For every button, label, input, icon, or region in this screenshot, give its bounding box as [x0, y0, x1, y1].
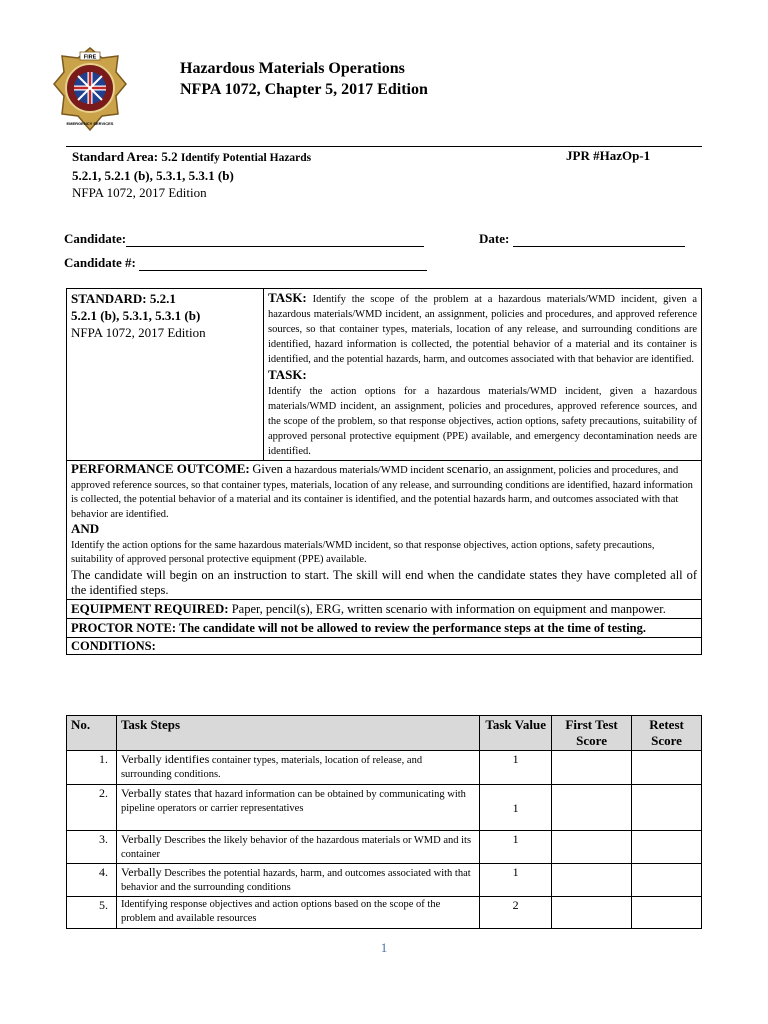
performance-text-3: The candidate will begin on an instruction to start. The skill will end when the candidate states they have completed all of the identified steps.	[71, 567, 697, 597]
date-row	[479, 231, 685, 247]
standard-box-edition: NFPA 1072, 2017 Edition	[71, 325, 206, 340]
title-line-2: NFPA 1072, Chapter 5, 2017 Edition	[180, 81, 428, 98]
conditions-label: CONDITIONS:	[67, 637, 702, 654]
candidate-label: Candidate:	[64, 231, 127, 246]
candidate-number-row	[64, 255, 427, 271]
title-line-1: Hazardous Materials Operations	[180, 60, 405, 77]
first-test-score-cell[interactable]	[552, 864, 632, 897]
standard-cell	[67, 289, 264, 461]
header-task-value: Task Value	[480, 716, 552, 751]
first-test-score-cell[interactable]	[552, 751, 632, 785]
table-header-row	[67, 716, 702, 751]
proctor-note: PROCTOR NOTE: The candidate will not be allowed to review the performance steps at the time of testing.	[67, 618, 702, 637]
document-title	[180, 58, 428, 100]
fire-department-logo	[52, 46, 128, 132]
retest-score-cell[interactable]	[632, 897, 702, 929]
table-row: 1. Verbally identifies container types, materials, location of release, and surrounding conditions. 1	[67, 751, 702, 785]
equipment-cell	[67, 599, 702, 618]
standard-box-label: STANDARD: 5.2.1	[71, 291, 176, 306]
performance-outcome-cell: PERFORMANCE OUTCOME: Given a hazardous materials/WMD incident scenario, an assignment, policies and procedures, and approved reference sources, so that container types, materials, location of any release, and surrounding conditions are identified, hazard information is collected, the potential behavior of a material and its container is identified, and the potential hazards harm, and outcomes associated with that behavior are identified. AND Identify the action options for the same hazardous materials/WMD incident, so that response objectives, action options, safety precautions, suitability of approved personal protective equipment (PPE) available. The candidate will begin on an instruction to start. The skill will end when the candidate states they have completed all of the identified steps.	[67, 461, 702, 600]
first-test-score-cell[interactable]	[552, 785, 632, 831]
retest-score-cell[interactable]	[632, 831, 702, 864]
performance-text-2: Identify the action options for the same hazardous materials/WMD incident, so that response objectives, action options, safety precautions, suitability of approved personal protective equipment (PPE) available.	[71, 539, 655, 565]
task2-label: TASK:	[268, 367, 307, 382]
table-row: 4. Verbally Describes the potential hazards, harm, and outcomes associated with that behavior and the surrounding conditions 1	[67, 864, 702, 897]
first-test-score-cell[interactable]	[552, 897, 632, 929]
date-field[interactable]	[513, 234, 685, 247]
header-first-test: First Test Score	[552, 716, 632, 751]
and-label: AND	[71, 521, 100, 536]
standard-area-label: Standard Area: 5.2	[72, 149, 178, 164]
task1-label: TASK:	[268, 290, 307, 305]
table-row: 3. Verbally Describes the likely behavior of the hazardous materials or WMD and its container 1	[67, 831, 702, 864]
header-rule	[66, 146, 702, 147]
standard-area-edition: NFPA 1072, 2017 Edition	[72, 185, 207, 200]
retest-score-cell[interactable]	[632, 785, 702, 831]
table-row: 2. Verbally states that hazard information can be obtained by communicating with pipeline operators or carrier representatives 1	[67, 785, 702, 831]
retest-score-cell[interactable]	[632, 751, 702, 785]
equipment-label: EQUIPMENT REQUIRED:	[71, 600, 229, 616]
svg-text:FIRE: FIRE	[83, 54, 97, 61]
standard-box-sections: 5.2.1 (b), 5.3.1, 5.3.1 (b)	[71, 308, 201, 323]
retest-score-cell[interactable]	[632, 864, 702, 897]
header-task-steps: Task Steps	[116, 716, 479, 751]
header-retest: Retest Score	[632, 716, 702, 751]
task1-text: Identify the scope of the problem at a hazardous materials/WMD incident, given a hazardous materials/WMD incident, an assignment, policies and procedures, and approved reference sources, so that container types, materials, location of any release, and surrounding conditions are identified, hazard information is collected, the potential behavior of a material and its container is identified, and the potential hazards, harm, and outcomes associated with that behavior are identified.	[268, 294, 698, 365]
table-row: 5. Identifying response objectives and action options based on the scope of the problem and available resources 2	[67, 897, 702, 929]
jpr-number: JPR #HazOp-1	[566, 148, 651, 163]
task-cell	[264, 289, 702, 461]
task-steps-table	[66, 715, 702, 929]
candidate-name-row	[64, 231, 424, 247]
page-number: 1	[380, 940, 388, 955]
first-test-score-cell[interactable]	[552, 831, 632, 864]
header-no: No.	[67, 716, 117, 751]
candidate-number-label: Candidate #:	[64, 255, 136, 270]
candidate-number-field[interactable]	[139, 258, 427, 271]
standard-task-table	[66, 288, 702, 655]
standard-area-name: Identify Potential Hazards	[180, 152, 312, 164]
svg-text:EMERGENCY SERVICES: EMERGENCY SERVICES	[66, 121, 114, 126]
standard-area-sections: 5.2.1, 5.2.1 (b), 5.3.1, 5.3.1 (b)	[72, 168, 234, 183]
performance-label: PERFORMANCE OUTCOME:	[71, 461, 250, 476]
candidate-name-field[interactable]	[126, 234, 424, 247]
equipment-text: Paper, pencil(s), ERG, written scenario with information on equipment and manpower.	[231, 601, 666, 616]
date-label: Date:	[479, 231, 510, 246]
task2-text: Identify the action options for a hazardous materials/WMD incident, given a hazardous materials/WMD incident, an assignment, policies and procedures, approved reference sources, and the scope of the problem, so that response objectives, action options, safety precautions, suitability of approved personal protective equipment (PPE) available, and emergency decontamination needs are identified.	[268, 386, 697, 457]
